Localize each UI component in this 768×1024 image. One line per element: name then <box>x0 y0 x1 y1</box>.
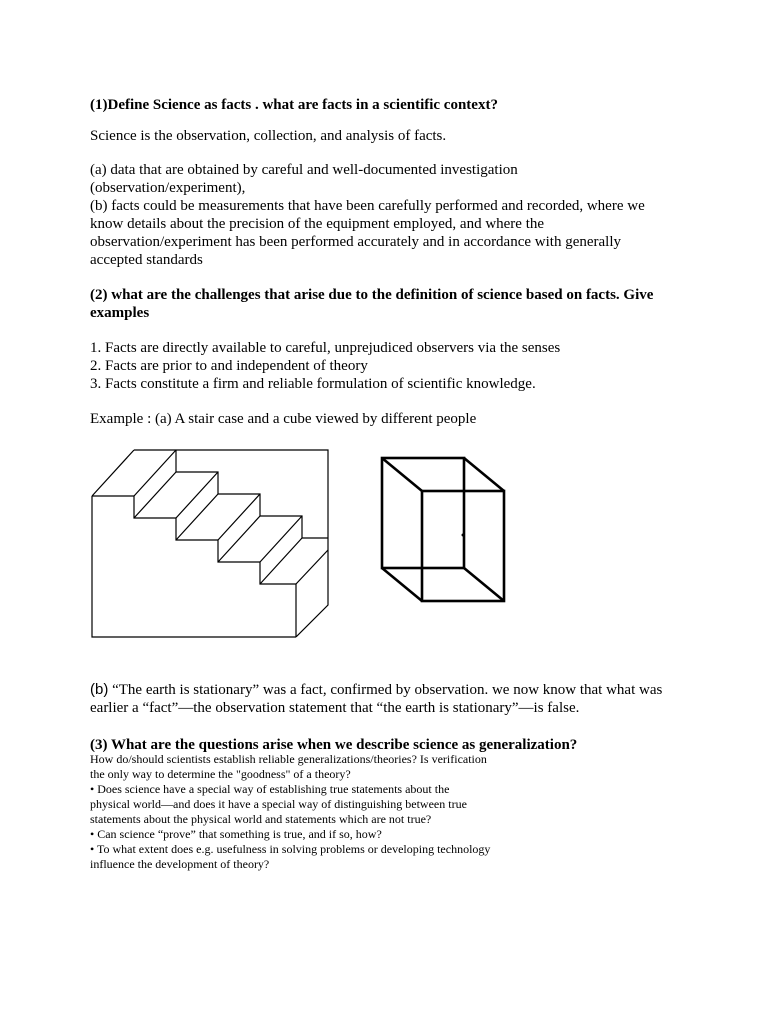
q2-b-line2: earlier a “fact”—the observation statement that “the earth is stationary”—is false. <box>90 700 580 716</box>
q3-line-8: influence the development of theory? <box>90 857 270 871</box>
cube-dot <box>462 534 465 537</box>
q1-b-line3: observation/experiment has been performed accurately and in accordance with generally <box>90 234 622 250</box>
q2-item-1: 1. Facts are directly available to careful, unprejudiced observers via the senses <box>90 340 561 356</box>
q2-b-prefix: (b) <box>90 681 109 698</box>
q3-line-7: • To what extent does e.g. usefulness in solving problems or developing technology <box>90 842 491 856</box>
q2-b-text1: “The earth is stationary” was a fact, confirmed by observation. we now know that what was <box>108 682 663 698</box>
q1-b-line2: know details about the precision of the equipment employed, and where the <box>90 216 545 232</box>
q1-b-line1: (b) facts could be measurements that have been carefully performed and recorded, where we <box>90 198 645 214</box>
q1-a-line1: (a) data that are obtained by careful and well-documented investigation <box>90 162 518 178</box>
q1-b-line4: accepted standards <box>90 252 203 268</box>
q2-heading-line1: (2) what are the challenges that arise due to the definition of science based on facts. Give <box>90 287 654 303</box>
q2-heading-line2: examples <box>90 305 150 321</box>
q1-heading: (1)Define Science as facts . what are facts in a scientific context? <box>90 97 498 113</box>
q3-line-5: statements about the physical world and statements which are not true? <box>90 812 432 826</box>
q3-heading: (3) What are the questions arise when we describe science as generalization? <box>90 737 578 753</box>
q3-line-2: the only way to determine the "goodness" of a theory? <box>90 767 351 781</box>
q1-a-line2: (observation/experiment), <box>90 180 246 196</box>
q3-line-3: • Does science have a special way of establishing true statements about the <box>90 782 450 796</box>
q3-line-1: How do/should scientists establish reliable generalizations/theories? Is verification <box>90 752 487 766</box>
q2-example: Example : (a) A stair case and a cube viewed by different people <box>90 411 477 427</box>
q3-line-4: physical world—and does it have a special way of distinguishing between true <box>90 797 467 811</box>
q2-item-2: 2. Facts are prior to and independent of theory <box>90 358 368 374</box>
q2-item-3: 3. Facts constitute a firm and reliable formulation of scientific knowledge. <box>90 376 536 392</box>
q3-line-6: • Can science “prove” that something is true, and if so, how? <box>90 827 382 841</box>
q1-intro: Science is the observation, collection, and analysis of facts. <box>90 128 447 144</box>
